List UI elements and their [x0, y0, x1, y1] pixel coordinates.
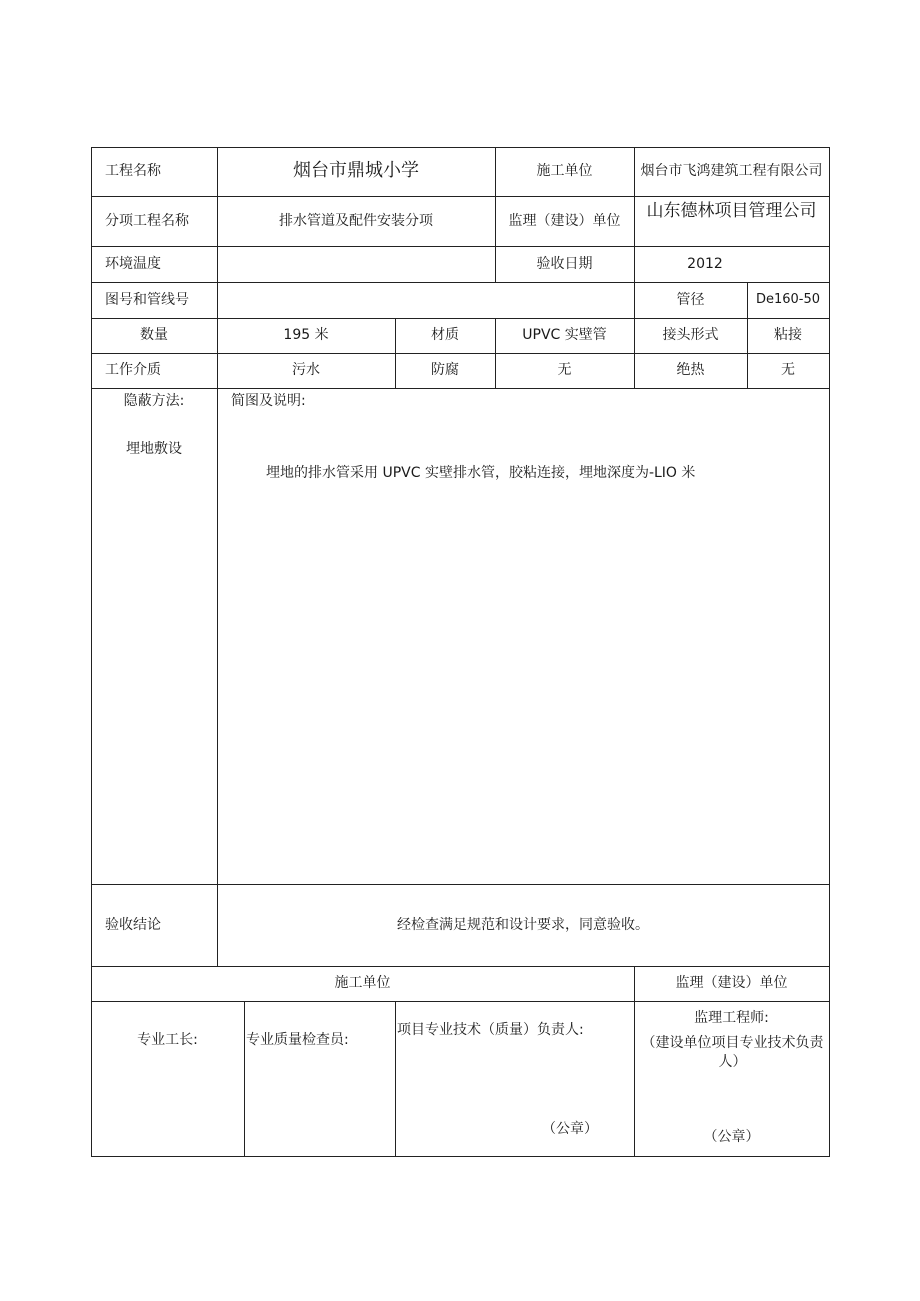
insulation-label: 绝热 [676, 362, 705, 379]
supervision-unit-label: 监理（建设）单位 [508, 212, 621, 229]
working-medium-value: 污水 [292, 362, 320, 379]
foreman-signature: 专业工长: [137, 1031, 198, 1048]
material-label: 材质 [431, 327, 459, 344]
material-value: UPVC 实壁管 [522, 327, 607, 344]
conclusion-value: 经检查满足规范和设计要求，同意验收。 [397, 916, 649, 933]
drawing-number-label: 图号和管线号 [105, 291, 189, 308]
quality-inspector-signature: 专业质量检查员: [246, 1031, 349, 1048]
supervision-unit-value: 山东德林项目管理公司 [646, 201, 817, 221]
anticorrosion-value: 无 [557, 362, 572, 379]
insulation-value: 无 [781, 362, 795, 379]
quantity-label: 数量 [140, 327, 168, 344]
project-name-value: 烟台市鼎城小学 [293, 160, 419, 182]
supervision-note: （建设单位项目专业技术负责人） [641, 1035, 824, 1070]
pipe-diameter-label: 管径 [676, 291, 705, 308]
conclusion-label: 验收结论 [105, 916, 161, 933]
tech-lead-signature: 项目专业技术（质量）负责人: [397, 1021, 584, 1038]
joint-type-label: 接头形式 [662, 327, 719, 344]
supervision-seal: （公章） [703, 1128, 760, 1145]
quantity-value: 195 米 [283, 327, 329, 344]
temperature-value [217, 246, 495, 282]
construction-unit-header: 施工单位 [334, 975, 391, 992]
sketch-label: 简图及说明: [231, 392, 306, 409]
temperature-label: 环境温度 [105, 255, 161, 272]
joint-type-value: 粘接 [774, 327, 802, 344]
drawing-number-value [217, 282, 634, 318]
project-name-label: 工程名称 [105, 163, 161, 180]
concealment-method-label: 隐蔽方法: [123, 392, 185, 409]
construction-unit-value: 烟台市飞鸿建筑工程有限公司 [640, 163, 823, 180]
construction-seal: （公章） [542, 1120, 598, 1137]
acceptance-date-label: 验收日期 [536, 255, 593, 272]
pipe-diameter-value: De160-50 [755, 292, 821, 308]
subproject-label: 分项工程名称 [105, 212, 189, 229]
subproject-value: 排水管道及配件安装分项 [279, 212, 433, 229]
anticorrosion-label: 防腐 [431, 362, 459, 379]
supervision-unit-header: 监理（建设）单位 [675, 975, 788, 992]
supervising-engineer-signature: 监理工程师: [694, 1009, 769, 1026]
construction-unit-label: 施工单位 [536, 163, 593, 180]
concealment-description: 埋地的排水管采用 UPVC 实壁排水管，胶粘连接，埋地深度为-LIO 米 [266, 464, 696, 481]
acceptance-date-value: 2012 [687, 255, 723, 272]
working-medium-label: 工作介质 [105, 362, 161, 379]
concealment-method-value: 埋地敷设 [126, 440, 182, 457]
